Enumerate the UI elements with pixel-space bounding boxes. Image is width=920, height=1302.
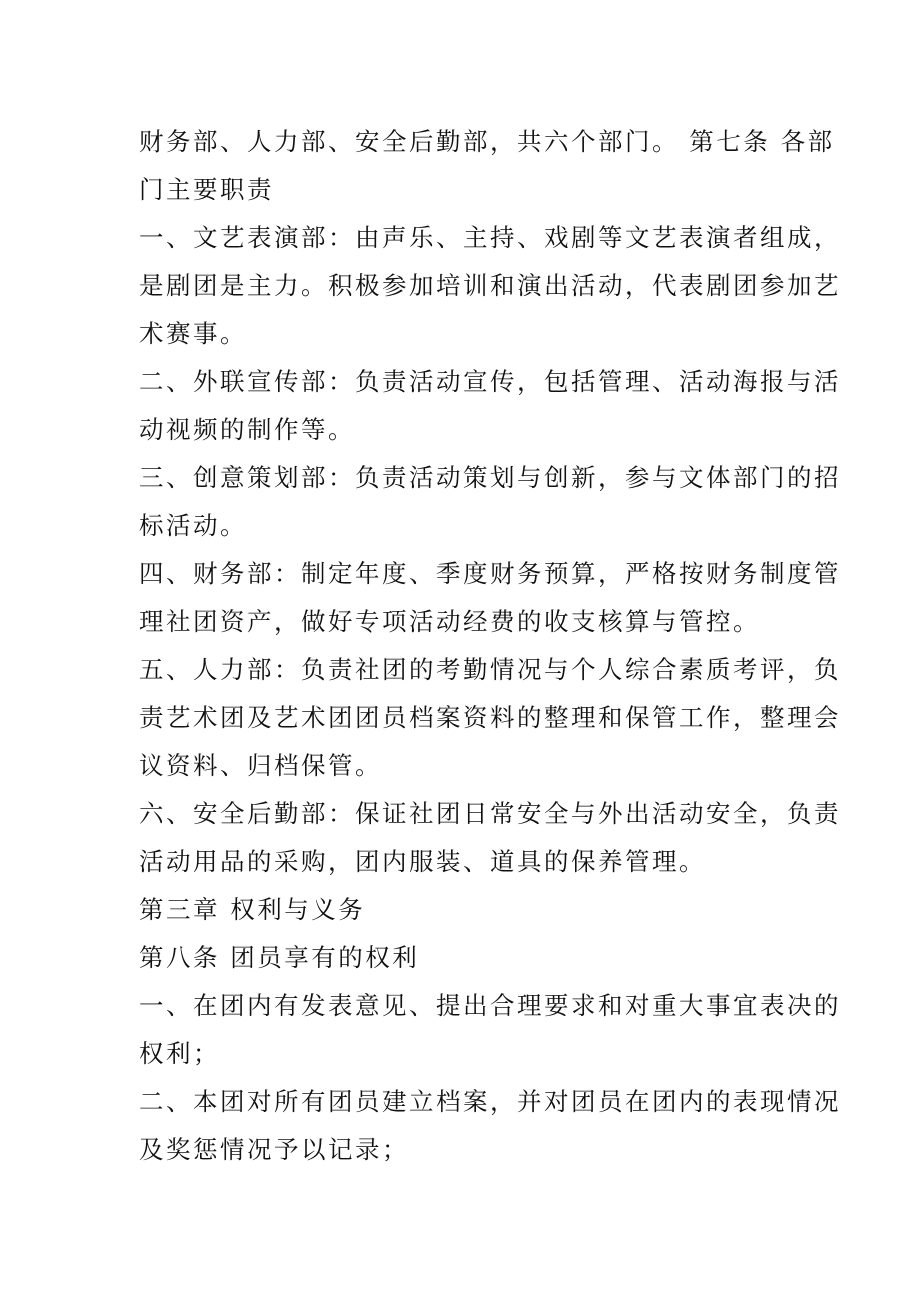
text-line: 四、财务部：制定年度、季度财务预算，严格按财务制度管 [139, 559, 841, 588]
text-line: 议资料、归档保管。 [139, 751, 382, 780]
article-heading: 第八条 团员享有的权利 [139, 943, 420, 972]
text-line: 是剧团是主力。积极参加培训和演出活动，代表剧团参加艺 [139, 271, 841, 300]
text-line: 活动用品的采购，团内服装、道具的保养管理。 [139, 847, 706, 876]
text-line: 权利； [139, 1039, 220, 1068]
text-line: 五、人力部：负责社团的考勤情况与个人综合素质考评，负 [139, 655, 841, 684]
text-line: 责艺术团及艺术团团员档案资料的整理和保管工作，整理会 [139, 703, 841, 732]
text-line: 财务部、人力部、安全后勤部，共六个部门。 第七条 各部 [139, 127, 835, 156]
text-line: 门主要职责 [139, 175, 274, 204]
text-line: 理社团资产，做好专项活动经费的收支核算与管控。 [139, 607, 760, 636]
text-line: 一、在团内有发表意见、提出合理要求和对重大事宜表决的 [139, 991, 841, 1020]
text-line: 三、创意策划部：负责活动策划与创新，参与文体部门的招 [139, 463, 841, 492]
text-line: 及奖惩情况予以记录； [139, 1135, 409, 1164]
text-line: 术赛事。 [139, 319, 247, 348]
text-line: 二、外联宣传部：负责活动宣传，包括管理、活动海报与活 [139, 367, 841, 396]
section-heading: 第三章 权利与义务 [139, 895, 366, 924]
text-line: 六、安全后勤部：保证社团日常安全与外出活动安全，负责 [139, 799, 841, 828]
text-line: 一、文艺表演部：由声乐、主持、戏剧等文艺表演者组成， [139, 223, 841, 252]
document-body [139, 118, 841, 1174]
text-line: 二、本团对所有团员建立档案，并对团员在团内的表现情况 [139, 1087, 841, 1116]
text-line: 标活动。 [139, 511, 247, 540]
text-line: 动视频的制作等。 [139, 415, 355, 444]
